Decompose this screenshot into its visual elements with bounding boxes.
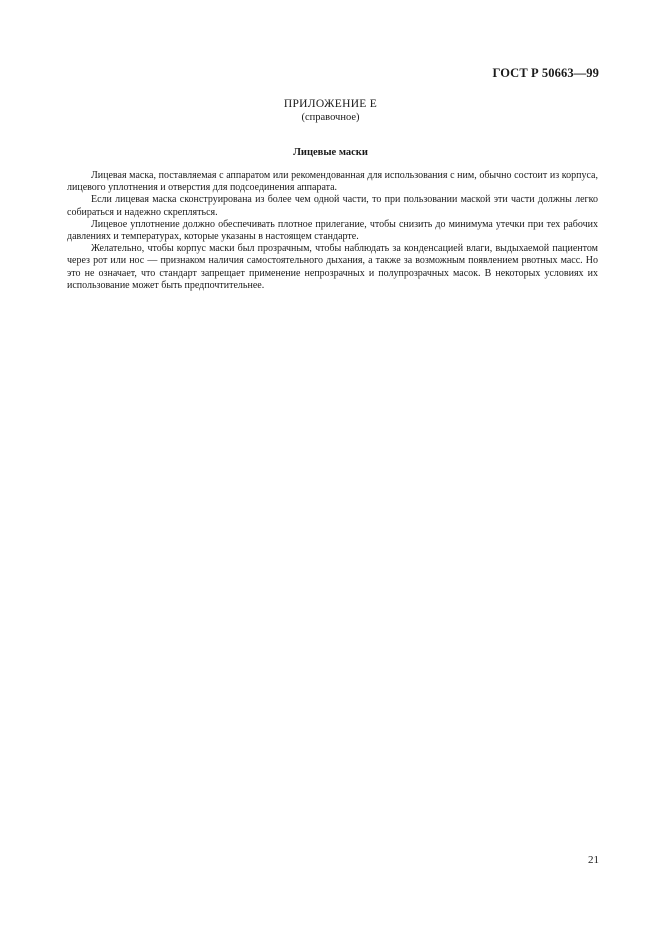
paragraph: Лицевое уплотнение должно обеспечивать плотное прилегание, чтобы снизить до минимума утечки при тех рабочих давлениях и температурах, которые указаны в настоящем стандарте. [67, 218, 598, 243]
paragraph: Желательно, чтобы корпус маски был прозрачным, чтобы наблюдать за конденсацией влаги, выдыхаемой пациентом через рот или нос — признаком наличия самостоятельного дыхания, а также за возможным появлением рвотных масс. Но это не означает, что стандарт запрещает применение непрозрачных и полупрозрачных масок. В некоторых условиях их использование может быть предпочтительнее. [67, 243, 598, 291]
section-heading: Лицевые маски [293, 147, 368, 158]
document-code: ГОСТ Р 50663—99 [492, 66, 599, 80]
paragraph: Если лицевая маска сконструирована из более чем одной части, то при пользовании маской эти части должны легко собираться и надежно скрепляться. [67, 194, 598, 218]
body-text [67, 170, 598, 292]
paragraph: Лицевая маска, поставляемая с аппаратом или рекомендованная для использования с ним, обычно состоит из корпуса, лицевого уплотнения и отверстия для подсоединения аппарата. [67, 170, 598, 194]
page-number: 21 [588, 854, 599, 866]
appendix-title: ПРИЛОЖЕНИЕ Е [283, 98, 378, 110]
appendix-subtitle: (справочное) [301, 112, 360, 123]
